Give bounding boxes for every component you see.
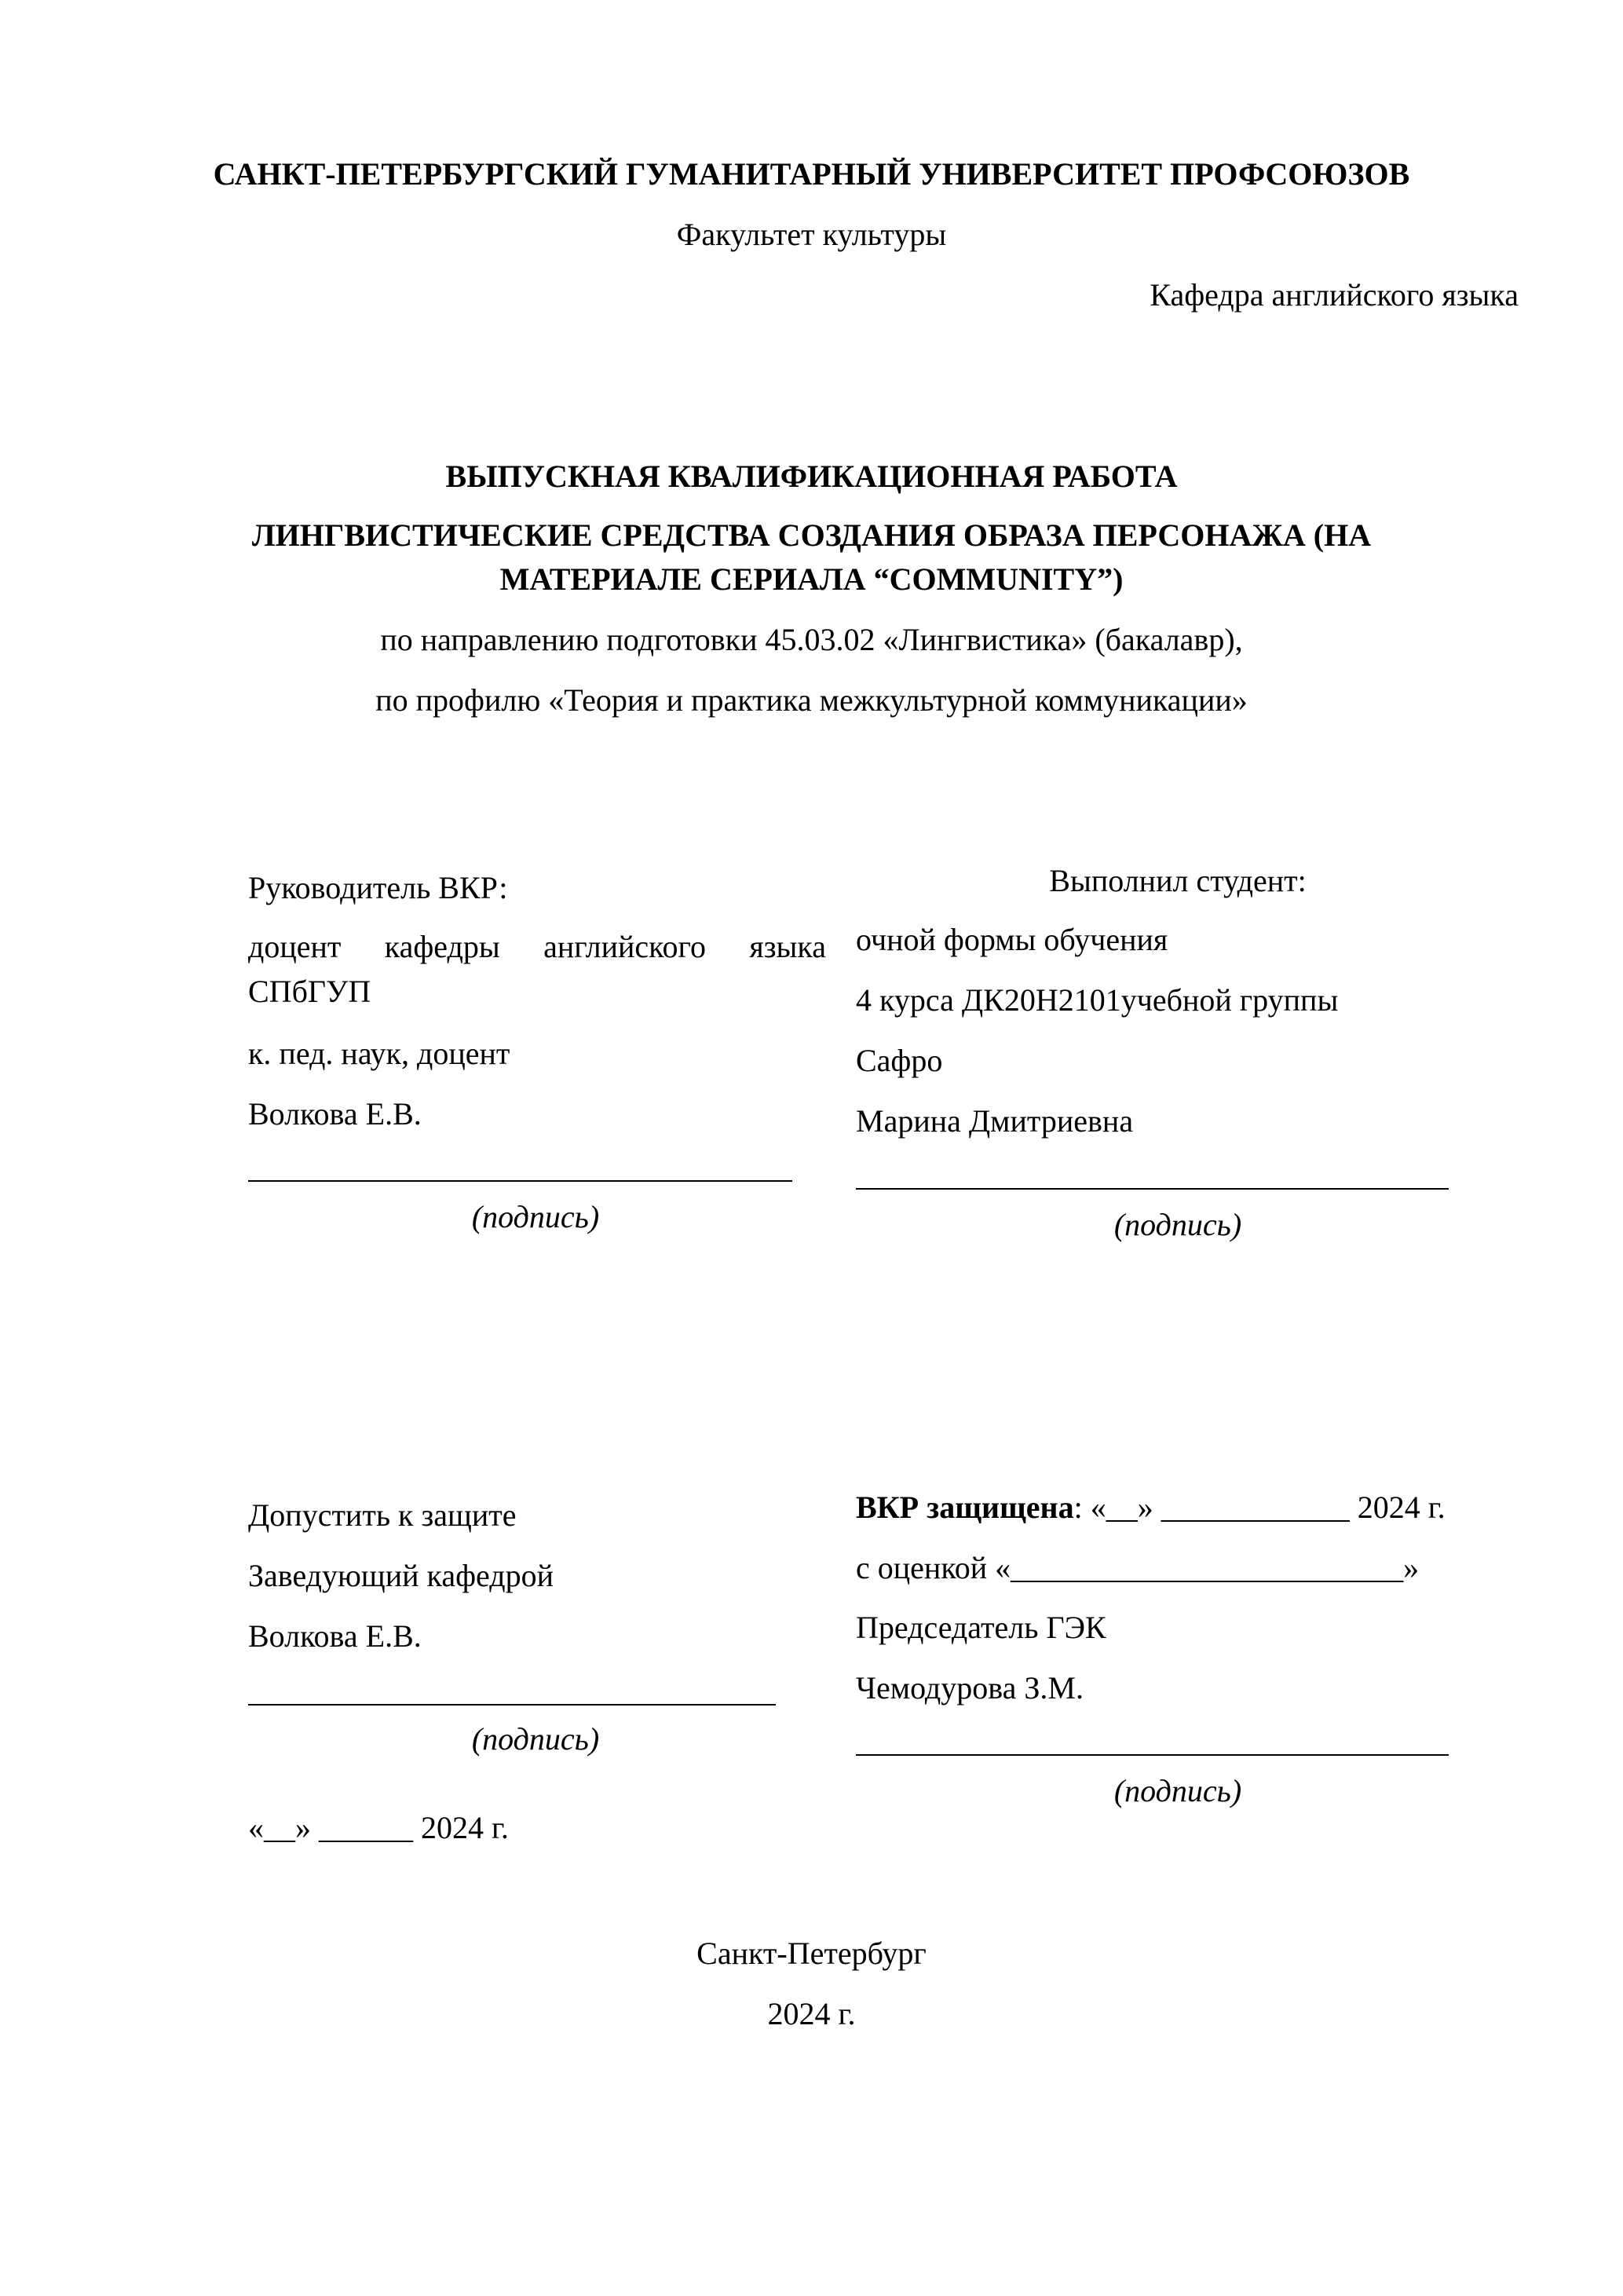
supervisor-signature-caption: (подпись)	[471, 1199, 600, 1234]
work-type: ВЫПУСКНАЯ КВАЛИФИКАЦИОННАЯ РАБОТА	[445, 459, 1178, 494]
supervisor-degree: к. пед. наук, доцент	[248, 1036, 510, 1071]
chair-name: Чемодурова З.М.	[856, 1670, 1084, 1706]
chair-signature-caption: (подпись)	[1113, 1773, 1242, 1808]
chair-signature-line	[856, 1754, 1449, 1756]
head-title: Заведующий кафедрой	[248, 1558, 554, 1593]
head-name: Волкова Е.В.	[248, 1618, 422, 1654]
profile: по профилю «Теория и практика межкультурной коммуникации»	[375, 682, 1248, 718]
chair-title: Председатель ГЭК	[856, 1610, 1106, 1645]
student-group: 4 курса ДК20Н2101учебной группы	[856, 982, 1339, 1018]
topic-line-1: ЛИНГВИСТИЧЕСКИЕ СРЕДСТВА СОЗДАНИЯ ОБРАЗА ПЕРСОНАЖА (НА	[251, 517, 1372, 553]
defense-date: : «__» ____________ 2024 г.	[1073, 1490, 1446, 1525]
admission-label: Допустить к защите	[248, 1497, 517, 1533]
university-name: САНКТ-ПЕТЕРБУРГСКИЙ ГУМАНИТАРНЫЙ УНИВЕРСИТЕТ ПРОФСОЮЗОВ	[213, 156, 1410, 192]
supervisor-name: Волкова Е.В.	[248, 1096, 422, 1132]
defense-date-line	[856, 1488, 1446, 1527]
admission-date: «__» ______ 2024 г.	[248, 1810, 509, 1845]
department: Кафедра английского языка	[1150, 277, 1519, 313]
year: 2024 г.	[767, 1996, 856, 2031]
student-form: очной формы обучения	[856, 922, 1168, 957]
supervisor-label: Руководитель ВКР:	[248, 870, 508, 905]
head-signature-caption: (подпись)	[471, 1721, 600, 1757]
topic-line-2: МАТЕРИАЛЕ СЕРИАЛА “COMMUNITY”)	[499, 561, 1124, 597]
student-surname: Сафро	[856, 1043, 943, 1078]
direction: по направлению подготовки 45.03.02 «Лингвистика» (бакалавр),	[380, 622, 1243, 657]
student-given-names: Марина Дмитриевна	[856, 1103, 1134, 1139]
student-signature-caption: (подпись)	[1113, 1207, 1242, 1242]
defense-label: ВКР защищена	[856, 1490, 1074, 1525]
head-signature-line	[248, 1704, 776, 1706]
supervisor-signature-line	[248, 1180, 792, 1182]
defense-grade: с оценкой «_________________________»	[856, 1550, 1420, 1585]
city: Санкт-Петербург	[696, 1936, 927, 1971]
student-label: Выполнил студент:	[1049, 863, 1307, 898]
student-signature-line	[856, 1188, 1449, 1190]
supervisor-position: доцент кафедры английского языка	[248, 929, 826, 964]
faculty: Факультет культуры	[676, 217, 947, 252]
supervisor-position-org: СПбГУП	[248, 974, 371, 1009]
